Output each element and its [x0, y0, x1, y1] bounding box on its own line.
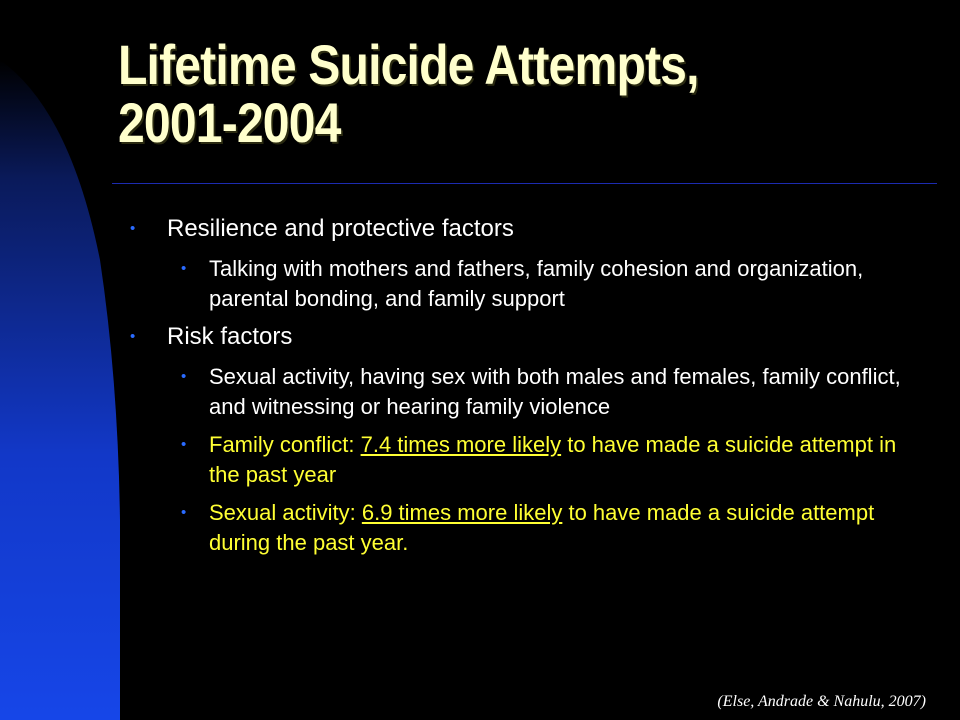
bullet-icon: • [181, 436, 187, 453]
family-conflict-lead: Family conflict: [209, 432, 361, 457]
protective-heading: Resilience and protective factors [167, 215, 514, 242]
protective-item-text: Talking with mothers and fathers, family cohesion and organization, parental bonding, and family support [209, 256, 864, 311]
bullet-risk-factors [130, 322, 930, 352]
sexual-activity-tail: to have made a suicide attempt during the past year. [209, 500, 875, 555]
sub-bullet-sexual-activity [130, 498, 930, 558]
sexual-activity-lead: Sexual activity: [209, 500, 362, 525]
sub-bullet-protective-item [130, 254, 930, 314]
bullet-icon: • [181, 260, 187, 277]
bullet-icon: • [181, 368, 187, 385]
family-conflict-tail: to have made a suicide attempt in the past year [209, 432, 897, 487]
slide-title-line-1: Lifetime Suicide Attempts, [118, 33, 699, 96]
family-conflict-stat: 7.4 times more likely [360, 432, 562, 457]
slide-title [118, 33, 806, 154]
bullet-icon: • [130, 220, 136, 237]
risk-item-text: Sexual activity, having sex with both males and females, family conflict, and witnessing or hearing family violence [209, 364, 901, 419]
sub-bullet-family-conflict [130, 430, 930, 490]
sub-bullet-risk-item [130, 362, 930, 422]
sexual-activity-stat: 6.9 times more likely [361, 500, 563, 525]
bullet-icon: • [181, 504, 187, 521]
title-divider [112, 183, 937, 184]
bullet-protective-factors [130, 214, 930, 244]
slide-body [130, 214, 930, 566]
slide-title-line-2: 2001-2004 [118, 91, 341, 154]
citation: (Else, Andrade & Nahulu, 2007) [717, 693, 926, 710]
bullet-icon: • [130, 328, 136, 345]
risk-heading: Risk factors [167, 323, 293, 350]
